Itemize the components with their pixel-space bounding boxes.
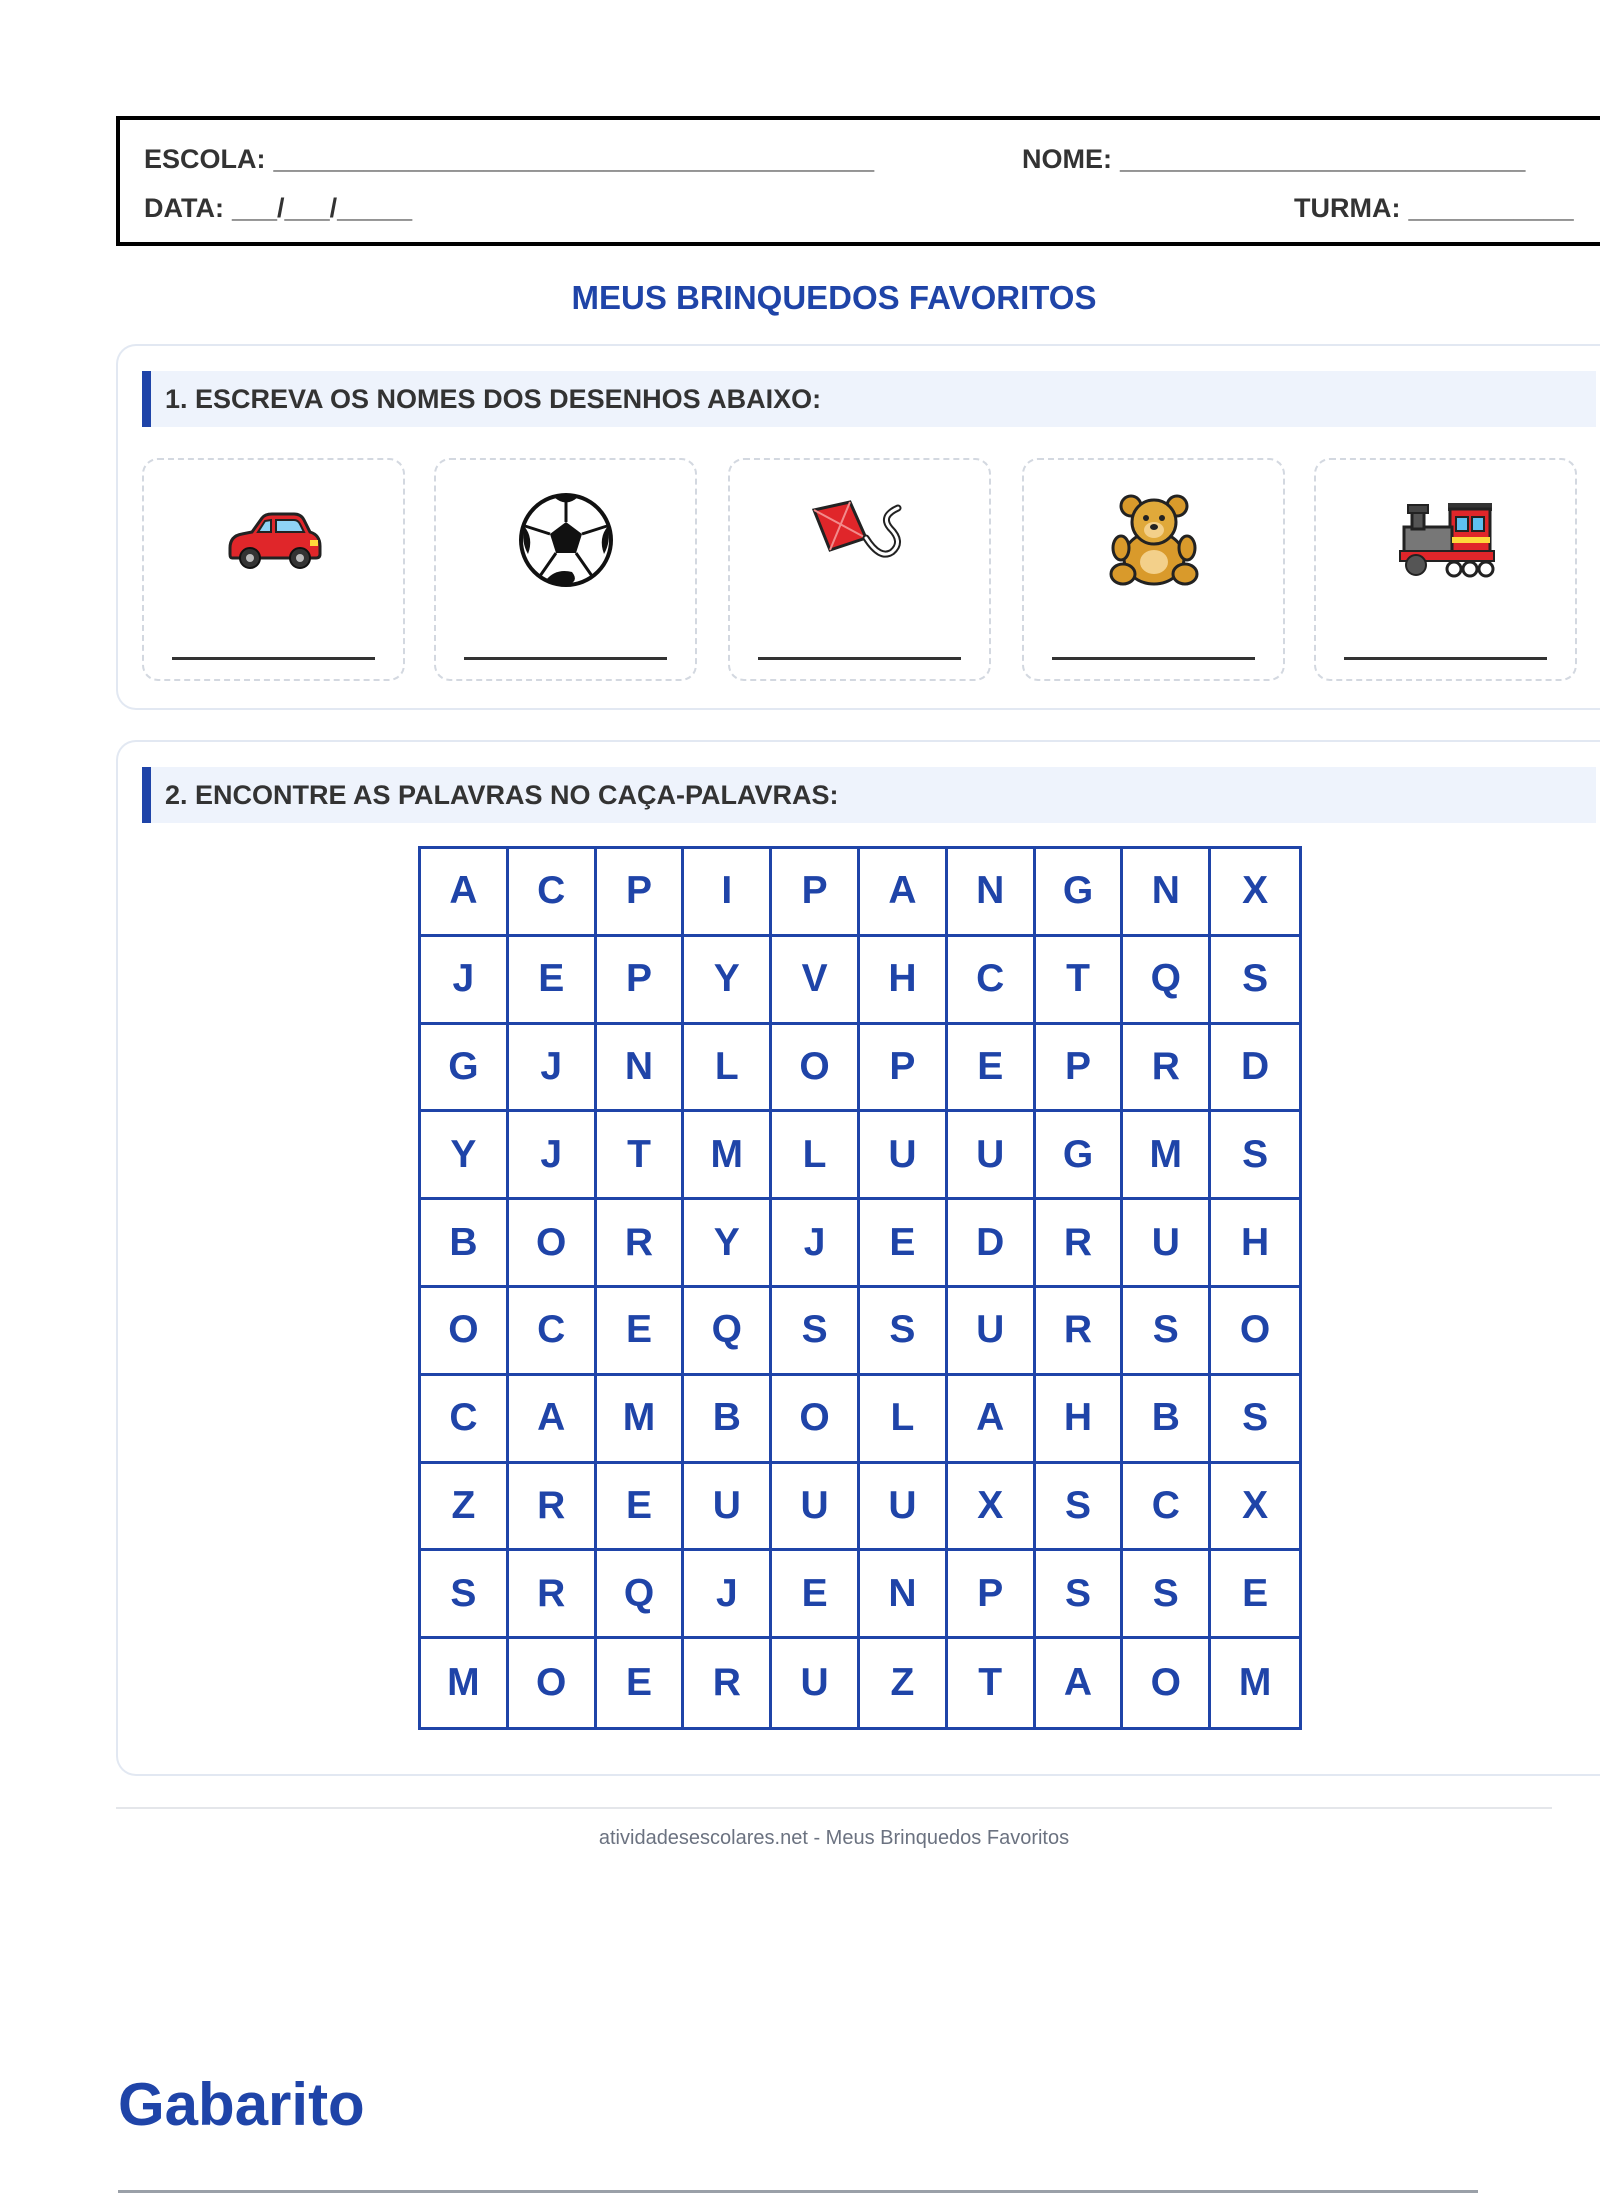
grid-cell[interactable]: N bbox=[948, 849, 1036, 937]
grid-cell[interactable]: D bbox=[948, 1200, 1036, 1288]
school-field[interactable] bbox=[144, 144, 874, 175]
answer-line[interactable] bbox=[758, 657, 961, 660]
grid-cell[interactable]: J bbox=[509, 1112, 597, 1200]
grid-cell[interactable]: Z bbox=[421, 1464, 509, 1552]
grid-cell[interactable]: Y bbox=[421, 1112, 509, 1200]
grid-cell[interactable]: J bbox=[509, 1025, 597, 1113]
grid-cell[interactable]: U bbox=[860, 1112, 948, 1200]
grid-cell[interactable]: E bbox=[948, 1025, 1036, 1113]
grid-cell[interactable]: R bbox=[597, 1200, 685, 1288]
grid-cell[interactable]: S bbox=[421, 1551, 509, 1639]
grid-cell[interactable]: I bbox=[684, 849, 772, 937]
grid-cell[interactable]: M bbox=[684, 1112, 772, 1200]
grid-cell[interactable]: C bbox=[421, 1376, 509, 1464]
grid-cell[interactable]: G bbox=[421, 1025, 509, 1113]
car-icon bbox=[144, 490, 403, 590]
answer-key-divider bbox=[118, 2190, 1478, 2193]
grid-cell[interactable]: R bbox=[509, 1464, 597, 1552]
grid-cell[interactable]: D bbox=[1211, 1025, 1299, 1113]
grid-cell[interactable]: J bbox=[772, 1200, 860, 1288]
grid-cell[interactable]: J bbox=[684, 1551, 772, 1639]
grid-cell[interactable]: E bbox=[597, 1464, 685, 1552]
grid-cell[interactable]: V bbox=[772, 937, 860, 1025]
grid-cell[interactable]: M bbox=[1238, 1661, 1272, 1705]
grid-cell[interactable]: S bbox=[860, 1288, 948, 1376]
page-title: MEUS BRINQUEDOS FAVORITOS bbox=[571, 279, 1097, 316]
grid-cell[interactable]: O bbox=[509, 1200, 597, 1288]
footer-divider bbox=[116, 1807, 1552, 1809]
grid-cell[interactable]: M bbox=[1123, 1112, 1211, 1200]
grid-cell[interactable]: U bbox=[948, 1112, 1036, 1200]
teddy-bear-icon bbox=[1024, 490, 1283, 590]
grid-cell[interactable]: Q bbox=[1123, 937, 1211, 1025]
grid-cell[interactable]: P bbox=[597, 937, 685, 1025]
grid-cell[interactable]: A bbox=[860, 849, 948, 937]
grid-cell[interactable]: G bbox=[1036, 849, 1124, 937]
grid-cell[interactable]: P bbox=[1036, 1025, 1124, 1113]
grid-cell[interactable]: A bbox=[509, 1376, 597, 1464]
grid-cell[interactable]: P bbox=[597, 849, 685, 937]
name-field[interactable] bbox=[1022, 144, 1525, 175]
grid-cell[interactable]: R bbox=[509, 1551, 597, 1639]
grid-cell[interactable]: O bbox=[1211, 1288, 1299, 1376]
grid-cell[interactable]: X bbox=[948, 1464, 1036, 1552]
date-line: ___/___/_____ bbox=[231, 193, 413, 223]
student-info-box bbox=[116, 116, 1600, 246]
grid-cell[interactable]: O bbox=[772, 1376, 860, 1464]
grid-cell[interactable]: N bbox=[1123, 849, 1211, 937]
grid-cell[interactable]: M bbox=[597, 1376, 685, 1464]
class-field[interactable] bbox=[1294, 193, 1574, 224]
grid-cell[interactable]: U bbox=[860, 1464, 948, 1552]
grid-cell[interactable]: Q bbox=[597, 1551, 685, 1639]
answer-line[interactable] bbox=[172, 657, 375, 660]
grid-cell[interactable]: S bbox=[1036, 1464, 1124, 1552]
grid-cell[interactable]: U bbox=[948, 1288, 1036, 1376]
train-icon bbox=[1316, 490, 1575, 590]
grid-cell[interactable]: S bbox=[1036, 1551, 1124, 1639]
grid-cell[interactable]: E bbox=[772, 1551, 860, 1639]
grid-cell[interactable]: S bbox=[1211, 1376, 1299, 1464]
grid-cell[interactable]: R bbox=[1036, 1200, 1124, 1288]
grid-cell[interactable]: E bbox=[1211, 1551, 1299, 1639]
grid-cell[interactable]: R bbox=[684, 1639, 772, 1727]
grid-cell[interactable]: S bbox=[1211, 1112, 1299, 1200]
school-label: ESCOLA: bbox=[144, 144, 266, 174]
grid-cell[interactable]: S bbox=[772, 1288, 860, 1376]
grid-cell[interactable]: O bbox=[1123, 1639, 1211, 1727]
grid-cell[interactable]: C bbox=[948, 937, 1036, 1025]
grid-cell[interactable]: E bbox=[597, 1639, 685, 1727]
grid-cell[interactable]: S bbox=[1211, 937, 1299, 1025]
grid-cell[interactable]: M bbox=[421, 1639, 509, 1727]
picture-card-car bbox=[142, 458, 405, 681]
grid-cell[interactable]: Z bbox=[860, 1639, 948, 1727]
name-line: ___________________________ bbox=[1120, 144, 1526, 174]
grid-cell[interactable]: C bbox=[509, 1288, 597, 1376]
grid-cell[interactable]: E bbox=[860, 1200, 948, 1288]
grid-cell[interactable]: H bbox=[860, 937, 948, 1025]
grid-cell[interactable]: X bbox=[1211, 849, 1299, 937]
grid-cell[interactable]: O bbox=[772, 1025, 860, 1113]
section2-heading: 2. ENCONTRE AS PALAVRAS NO CAÇA-PALAVRAS: bbox=[142, 767, 1596, 823]
grid-cell[interactable]: S bbox=[1123, 1288, 1211, 1376]
section1-heading: 1. ESCREVA OS NOMES DOS DESENHOS ABAIXO: bbox=[142, 371, 1596, 427]
kite-icon bbox=[730, 490, 989, 590]
grid-cell[interactable]: H bbox=[1211, 1200, 1299, 1288]
answer-key-title: Gabarito bbox=[118, 2071, 365, 2138]
grid-cell[interactable]: T bbox=[1036, 937, 1124, 1025]
grid-cell[interactable]: B bbox=[421, 1200, 509, 1288]
grid-cell[interactable]: E bbox=[597, 1288, 685, 1376]
answer-line[interactable] bbox=[464, 657, 667, 660]
grid-cell[interactable]: C bbox=[1123, 1464, 1211, 1552]
grid-cell[interactable]: O bbox=[509, 1639, 597, 1727]
grid-cell[interactable]: N bbox=[860, 1551, 948, 1639]
grid-cell[interactable]: U bbox=[1123, 1200, 1211, 1288]
answer-line[interactable] bbox=[1052, 657, 1255, 660]
grid-cell[interactable]: B bbox=[684, 1376, 772, 1464]
name-label: NOME: bbox=[1022, 144, 1112, 174]
grid-cell[interactable]: U bbox=[772, 1639, 860, 1727]
grid-cell[interactable]: P bbox=[860, 1025, 948, 1113]
picture-card-ball bbox=[434, 458, 697, 681]
grid-cell[interactable]: L bbox=[772, 1112, 860, 1200]
grid-cell[interactable]: E bbox=[509, 937, 597, 1025]
grid-cell[interactable]: U bbox=[684, 1464, 772, 1552]
grid-cell[interactable]: N bbox=[597, 1025, 685, 1113]
grid-cell[interactable]: O bbox=[421, 1288, 509, 1376]
grid-cell[interactable]: S bbox=[1123, 1551, 1211, 1639]
grid-cell[interactable]: A bbox=[421, 849, 509, 937]
soccer-ball-icon bbox=[436, 490, 695, 590]
grid-cell[interactable]: R bbox=[1123, 1025, 1211, 1113]
grid-cell[interactable]: C bbox=[509, 849, 597, 937]
school-line: ________________________________________ bbox=[273, 144, 875, 174]
answer-line[interactable] bbox=[1344, 657, 1547, 660]
grid-cell[interactable]: J bbox=[421, 937, 509, 1025]
grid-cell[interactable]: R bbox=[1036, 1288, 1124, 1376]
grid-cell[interactable]: L bbox=[684, 1025, 772, 1113]
grid-cell[interactable]: A bbox=[948, 1376, 1036, 1464]
date-label: DATA: bbox=[144, 193, 224, 223]
grid-cell[interactable]: H bbox=[1036, 1376, 1124, 1464]
picture-card-kite bbox=[728, 458, 991, 681]
section-picture-names bbox=[116, 344, 1600, 710]
class-label: TURMA: bbox=[1294, 193, 1401, 223]
grid-cell[interactable]: A bbox=[1036, 1639, 1124, 1727]
grid-cell[interactable]: P bbox=[948, 1551, 1036, 1639]
grid-cell[interactable]: Y bbox=[684, 937, 772, 1025]
date-field[interactable] bbox=[144, 193, 412, 224]
word-search-grid bbox=[418, 846, 1302, 1730]
grid-cell[interactable]: L bbox=[860, 1376, 948, 1464]
grid-cell[interactable]: Q bbox=[684, 1288, 772, 1376]
grid-cell[interactable]: X bbox=[1211, 1464, 1299, 1552]
picture-card-teddy bbox=[1022, 458, 1285, 681]
grid-cell[interactable]: B bbox=[1123, 1376, 1211, 1464]
grid-cell[interactable]: U bbox=[772, 1464, 860, 1552]
grid-cell[interactable]: G bbox=[1036, 1112, 1124, 1200]
class-line: ___________ bbox=[1408, 193, 1574, 223]
grid-cell[interactable]: P bbox=[772, 849, 860, 937]
footer-text: atividadesescolares.net - Meus Brinquedos Favoritos bbox=[598, 1827, 1070, 1849]
grid-cell[interactable]: T bbox=[597, 1112, 685, 1200]
grid-cell[interactable]: Y bbox=[684, 1200, 772, 1288]
grid-cell[interactable]: T bbox=[948, 1639, 1036, 1727]
picture-card-train bbox=[1314, 458, 1577, 681]
